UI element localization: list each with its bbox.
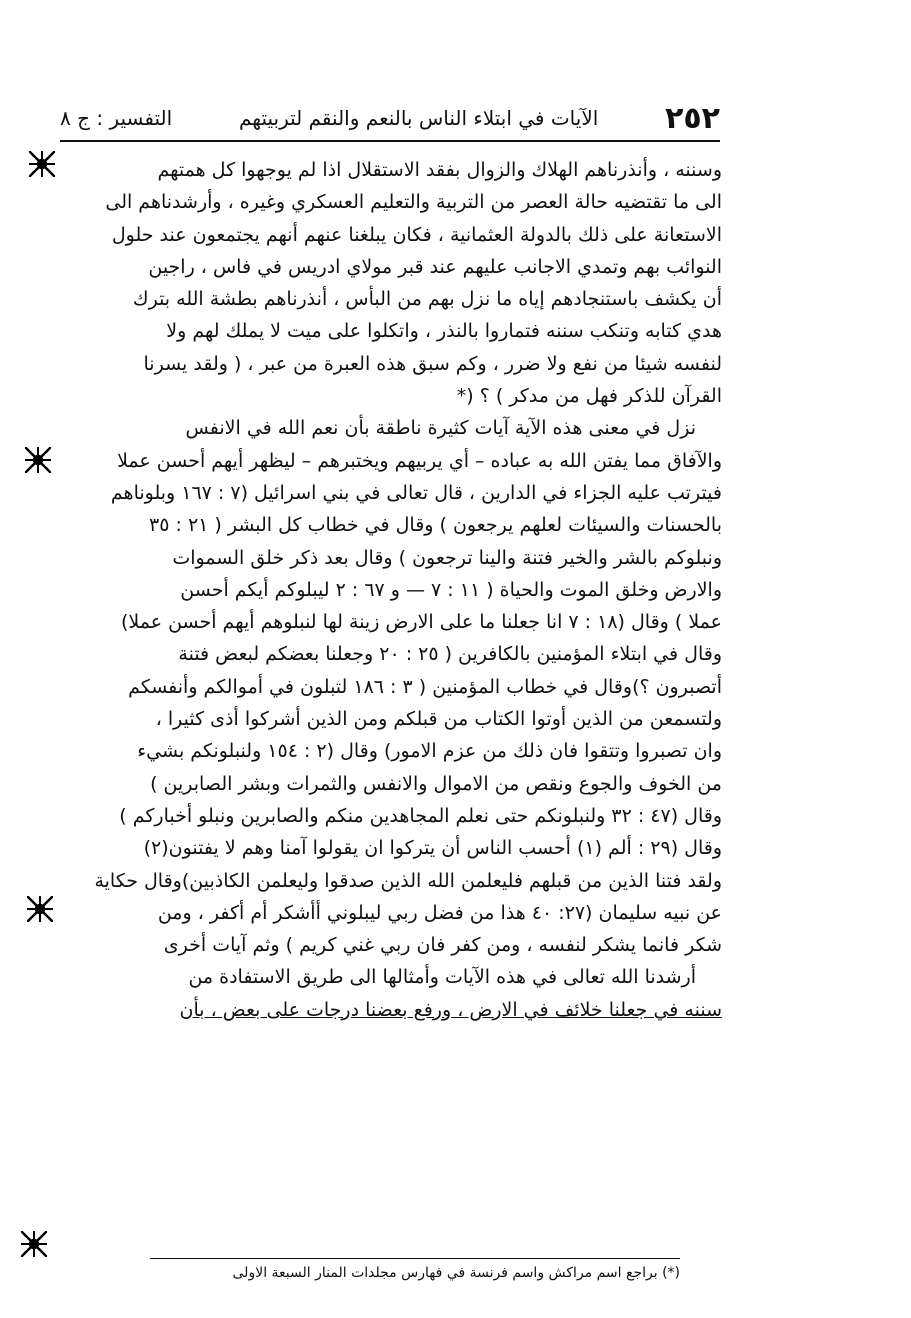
text-line: الاستعانة على ذلك بالدولة العثمانية ، فكان يبلغنا عنهم أنهم يجتمعون عند حلول — [111, 223, 722, 246]
text-line: والآفاق مما يفتن الله به عباده – أي يربيهم ويختبرهم – ليظهر أيهم أحسن عملا — [117, 449, 722, 472]
asterisk-mark-icon — [34, 156, 50, 172]
book-reference: التفسير : ج ٨ — [60, 106, 173, 130]
text-line: عن نبيه سليمان (٢٧: ٤٠ هذا من فضل ربي ليبلوني أأشكر أم أكفر ، ومن — [157, 901, 722, 924]
text-line: عملا ) وقال (١٨ : ٧ انا جعلنا ما على الارض زينة لها لنبلوهم أيهم أحسن عملا) — [120, 611, 722, 634]
text-line: ولتسمعن من الذين أوتوا الكتاب من قبلكم ومن الذين أشركوا أذى كثيرا ، — [155, 708, 722, 731]
page-header — [60, 96, 720, 142]
asterisk-mark-icon — [26, 1236, 42, 1252]
text-line: وسننه ، وأنذرناهم الهلاك والزوال بفقد الاستقلال اذا لم يوجهوا كل همتهم — [157, 159, 722, 181]
page-number: ٢٥٢ — [665, 100, 720, 136]
text-line: أن يكشف باستنجادهم إياه ما نزل بهم من البأس ، أنذرناهم بطشة الله بترك — [132, 288, 722, 311]
text-line: النوائب بهم وتمدي الاجانب عليهم عند قبر مولاي ادريس في فاس ، راجين — [148, 255, 722, 278]
text-line: لنفسه شيئا من نفع ولا ضرر ، وكم سبق هذه العبرة من عبر ، ( ولقد يسرنا — [143, 352, 722, 375]
text-line: أرشدنا الله تعالى في هذه الآيات وأمثالها الى طريق الاستفادة من — [188, 966, 696, 989]
text-line: نزل في معنى هذه الآية آيات كثيرة ناطقة بأن نعم الله في الانفس — [185, 417, 696, 440]
paragraph-1 — [60, 154, 722, 412]
footnote: (*) براجع اسم مراكش واسم فرنسة في فهارس مجلدات المنار السبعة الاولى — [150, 1258, 680, 1281]
text-line: وان تصبروا وتتقوا فان ذلك من عزم الامور) وقال (٢ : ١٥٤ ولنبلونكم بشيء — [137, 740, 722, 763]
text-line: سننه في جعلنا خلائف في الارض ، ورفع بعضنا درجات على بعض ، بأن — [179, 998, 722, 1021]
text-line: وقال (٤٧ : ٣٢ ولنبلونكم حتى نعلم المجاهدين منكم والصابرين ونبلو أخباركم ) — [119, 804, 722, 827]
text-line: بالحسنات والسيئات لعلهم يرجعون ) وقال في خطاب كل البشر ( ٢١ : ٣٥ — [149, 514, 722, 537]
text-line: القرآن للذكر فهل من مدكر ) ؟ (* — [456, 385, 722, 408]
text-line: شكر فانما يشكر لنفسه ، ومن كفر فان ربي غني كريم ) وثم آيات أخرى — [163, 934, 722, 957]
text-line: أتصبرون ؟)وقال في خطاب المؤمنين ( ٣ : ١٨٦ لتبلون في أموالكم وأنفسكم — [128, 675, 722, 698]
text-line: وقال في ابتلاء المؤمنين بالكافرين ( ٢٥ : ٢٠ وجعلنا بعضكم لبعض فتنة — [178, 643, 722, 666]
body-text — [60, 154, 722, 1026]
paragraph-2 — [60, 412, 722, 961]
text-line: من الخوف والجوع ونقص من الاموال والانفس والثمرات وبشر الصابرين ) — [150, 772, 722, 795]
paragraph-3 — [60, 961, 722, 1026]
text-line: الى ما تقتضيه حالة العصر من التربية والتعليم العسكري وغيره ، وأرشدناهم الى — [105, 191, 722, 214]
asterisk-mark-icon — [32, 901, 48, 917]
text-line: والارض وخلق الموت والحياة ( ١١ : ٧ — و ٦٧ : ٢ ليبلوكم أيكم أحسن — [180, 578, 722, 601]
text-line: وقال (٢٩ : ألم (١) أحسب الناس أن يتركوا ان يقولوا آمنا وهم لا يفتنون(٢) — [143, 837, 722, 860]
text-line: هدي كتابه وتنكب سننه فتماروا بالنذر ، واتكلوا على ميت لا يملك لهم ولا — [166, 320, 722, 343]
text-line: ولقد فتنا الذين من قبلهم فليعلمن الله الذين صدقوا وليعلمن الكاذبين)وقال حكاية — [94, 869, 722, 892]
running-title: الآيات في ابتلاء الناس بالنعم والنقم لتربيتهم — [238, 106, 599, 130]
text-line: ونبلوكم بالشر والخير فتنة والينا ترجعون ) وقال بعد ذكر خلق السموات — [172, 546, 722, 569]
text-line: فيترتب عليه الجزاء في الدارين ، قال تعالى في بني اسرائيل (٧ : ١٦٧ وبلوناهم — [110, 481, 722, 504]
asterisk-mark-icon — [30, 452, 46, 468]
